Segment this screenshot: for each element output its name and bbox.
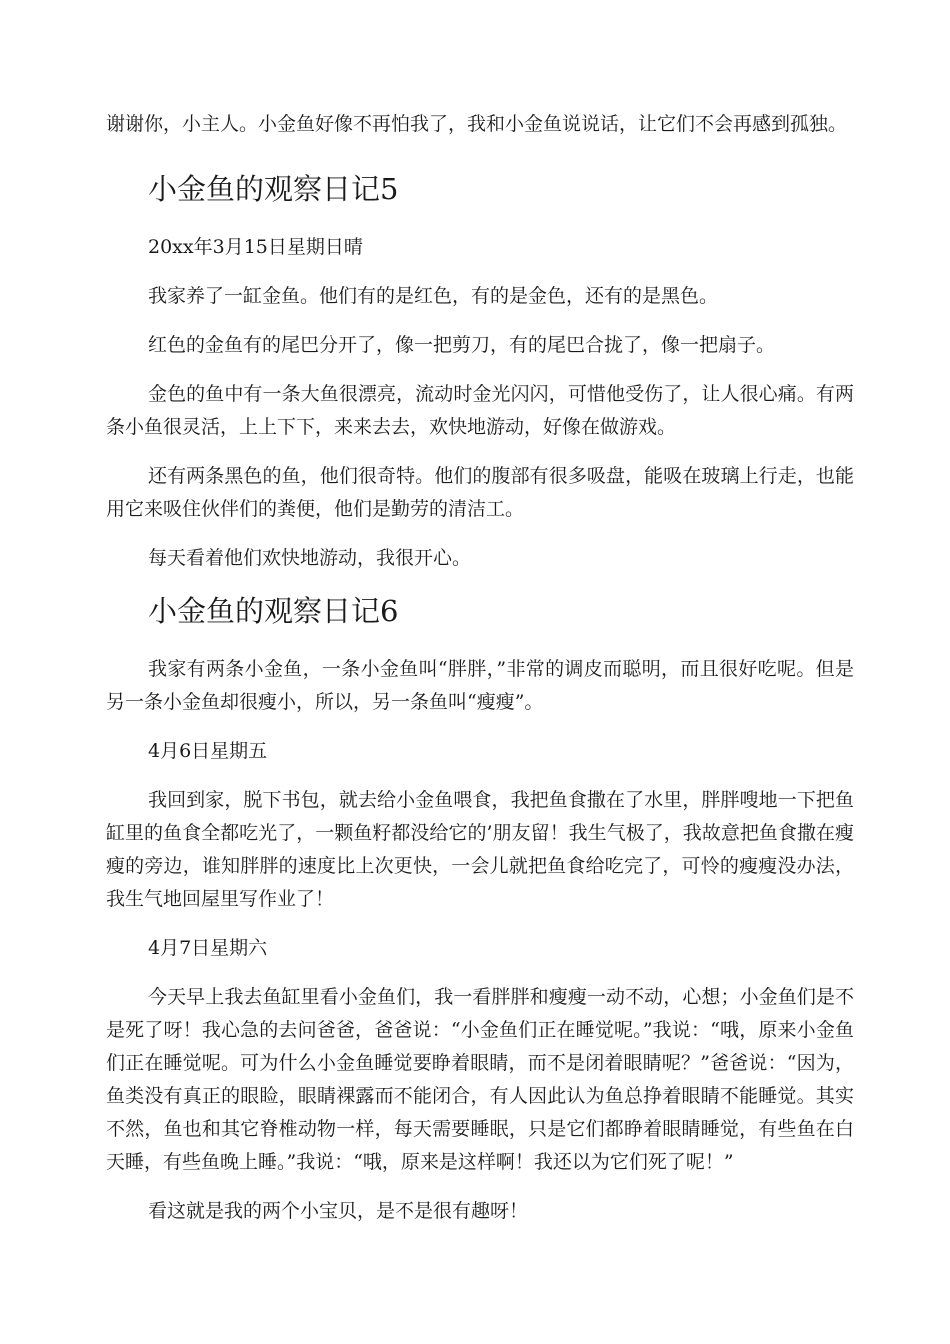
diary6-entry1-date: 4月6日星期五	[148, 740, 268, 762]
diary5-paragraph: 我家养了一缸金鱼。他们有的是红色，有的是金色，还有的是黑色。	[148, 285, 719, 307]
diary6-entry1-text: 我回到家，脱下书包，就去给小金鱼喂食，我把鱼食撒在了水里，胖胖嗖地一下把鱼缸里的鱼食全都吃光了，一颗鱼籽都没给它的’朋友留！我生气极了，我故意把鱼食撒在瘦瘦的旁边，谁知胖胖的速度比上次更快，一会儿就把鱼食给吃完了，可怜的瘦瘦没办法，我生气地回屋里写作业了！	[106, 789, 854, 910]
diary5-date: 20xx年3月15日星期日晴	[148, 236, 363, 258]
diary6-entry2-text: 今天早上我去鱼缸里看小金鱼们，我一看胖胖和瘦瘦一动不动，心想；小金鱼们是不是死了呀！我心急的去问爸爸，爸爸说：“小金鱼们正在睡觉呢。”我说：“哦，原来小金鱼们正在睡觉呢。可为什么小金鱼睡觉要睁着眼睛，而不是闭着眼睛呢？”爸爸说：“因为，鱼类没有真正的眼睑，眼睛裸露而不能闭合，有人因此认为鱼总挣着眼睛不能睡觉。其实不然，鱼也和其它脊椎动物一样，每天需要睡眠，只是它们都睁着眼睛睡觉，有些鱼在白天睡，有些鱼晚上睡。”我说：“哦，原来是这样啊！我还以为它们死了呢！”	[106, 986, 854, 1173]
diary5-paragraph: 每天看着他们欢快地游动，我很开心。	[148, 547, 472, 569]
diary5-paragraph: 金色的鱼中有一条大鱼很漂亮，流动时金光闪闪，可惜他受伤了，让人很心痛。有两条小鱼很灵活，上上下下，来来去去，欢快地游动，好像在做游戏。	[106, 383, 854, 438]
diary5-paragraph: 红色的金鱼有的尾巴分开了，像一把剪刀，有的尾巴合拢了，像一把扇子。	[148, 334, 776, 356]
document-page	[106, 108, 854, 1228]
intro-paragraph: 谢谢你，小主人。小金鱼好像不再怕我了，我和小金鱼说说话，让它们不会再感到孤独。	[106, 113, 848, 135]
diary6-closing: 看这就是我的两个小宝贝，是不是很有趣呀！	[148, 1200, 529, 1222]
diary5-title: 小金鱼的观察日记5	[148, 172, 399, 206]
diary6-title: 小金鱼的观察日记6	[148, 594, 399, 628]
diary6-entry2-date: 4月7日星期六	[148, 937, 268, 959]
diary6-intro: 我家有两条小金鱼，一条小金鱼叫“胖胖，”非常的调皮而聪明，而且很好吃呢。但是另一条小金鱼却很瘦小，所以，另一条鱼叫“瘦瘦”。	[106, 658, 854, 713]
diary5-paragraph: 还有两条黑色的鱼，他们很奇特。他们的腹部有很多吸盘，能吸在玻璃上行走，也能用它来吸住伙伴们的粪便，他们是勤劳的清洁工。	[106, 465, 854, 520]
